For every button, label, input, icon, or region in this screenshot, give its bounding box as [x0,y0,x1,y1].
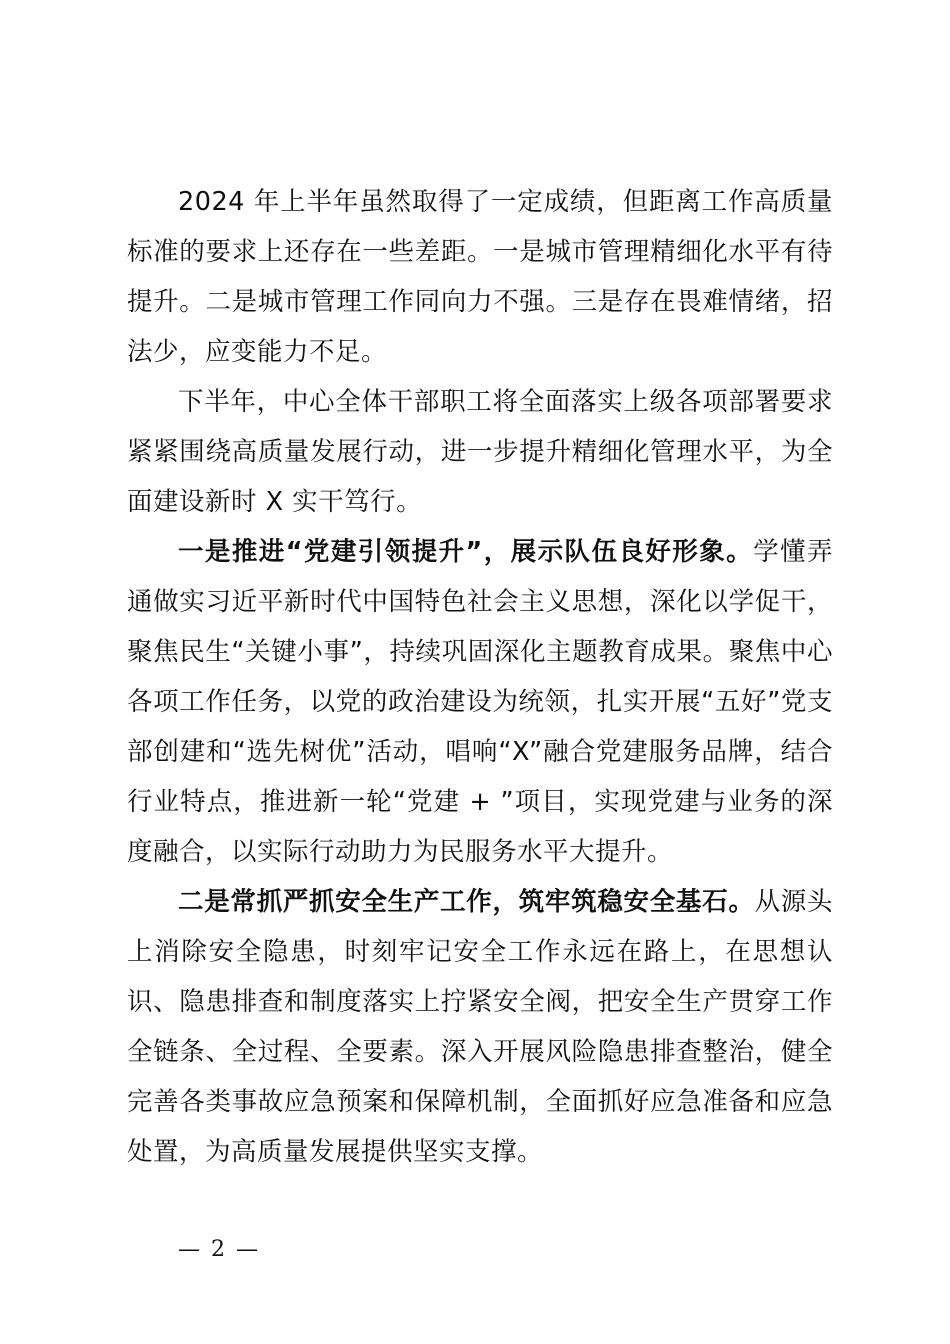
paragraph-3 [127,527,833,877]
page-number: — 2 — [178,1237,260,1262]
paragraph-1 [127,177,833,377]
paragraph-3-lead: 一是推进“党建引领提升”，展示队伍良好形象。 [178,537,754,567]
paragraph-2-text: 下半年，中心全体干部职工将全面落实上级各项部署要求紧紧围绕高质量发展行动，进一步提升精细化管理水平，为全面建设新时 X 实干笃行。 [127,387,833,517]
paragraph-4-lead: 二是常抓严抓安全生产工作，筑牢筑稳安全基石。 [178,887,755,917]
document-body [127,177,833,1177]
paragraph-1-text: 2024 年上半年虽然取得了一定成绩，但距离工作高质量标准的要求上还存在一些差距。一是城市管理精细化水平有待提升。二是城市管理工作同向力不强。三是存在畏难情绪，招法少，应变能力不足。 [127,187,833,367]
paragraph-2 [127,377,833,527]
paragraph-4 [127,877,833,1177]
paragraph-4-text: 从源头上消除安全隐患，时刻牢记安全工作永远在路上，在思想认识、隐患排查和制度落实上拧紧安全阀，把安全生产贯穿工作全链条、全过程、全要素。深入开展风险隐患排查整治，健全完善各类事故应急预案和保障机制，全面抓好应急准备和应急处置，为高质量发展提供坚实支撑。 [127,887,833,1167]
paragraph-3-text: 学懂弄通做实习近平新时代中国特色社会主义思想，深化以学促干，聚焦民生“关键小事”，持续巩固深化主题教育成果。聚焦中心各项工作任务，以党的政治建设为统领，扎实开展“五好”党支部创建和“选先树优”活动，唱响“X”融合党建服务品牌，结合行业特点，推进新一轮“党建 + ”项目，实现党建与业务的深度融合，以实际行动助力为民服务水平大提升。 [127,537,833,867]
